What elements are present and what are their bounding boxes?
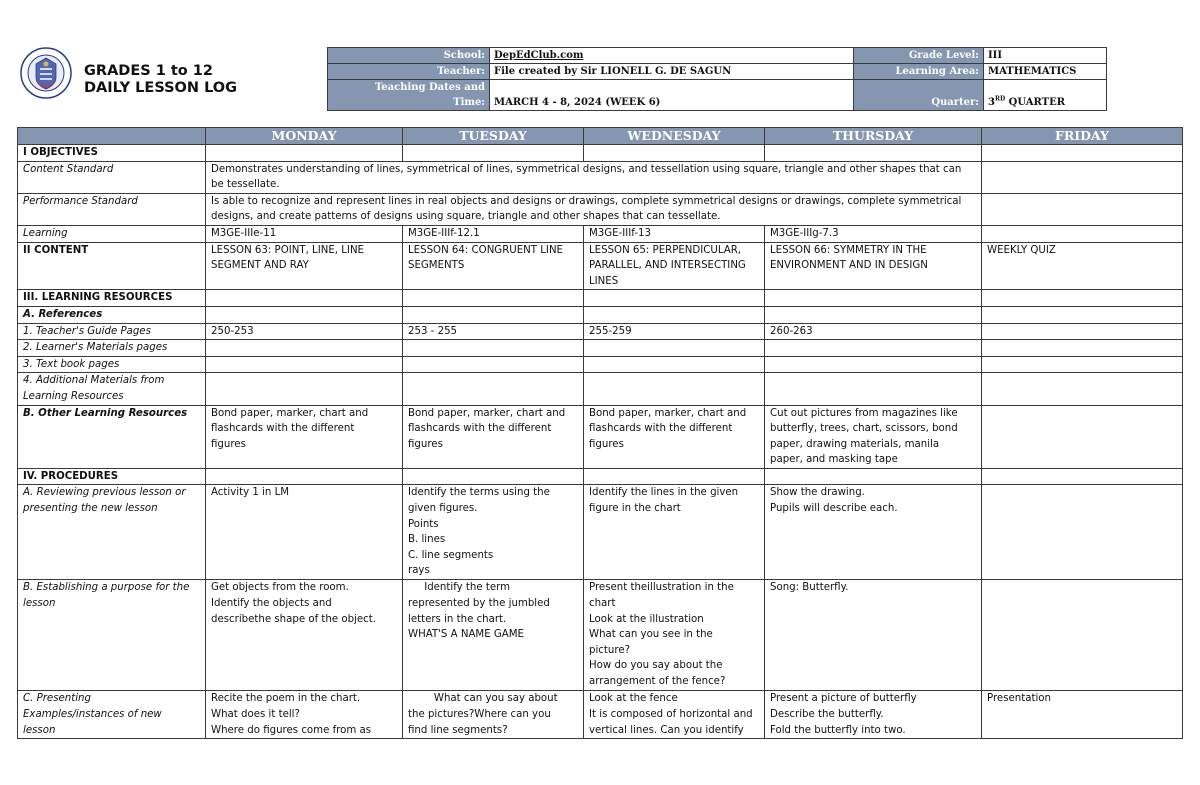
content-fri: WEEKLY QUIZ [982, 242, 1183, 290]
day-thursday: THURSDAY [765, 128, 982, 145]
learners-materials-label: 2. Learner's Materials pages [18, 340, 206, 357]
day-monday: MONDAY [206, 128, 403, 145]
content-standard-value: Demonstrates understanding of lines, symmetrical of lines, symmetrical designs, and tessellation using square, triangle and other shapes that can be tessellate. [206, 161, 982, 193]
learning-area-label: Learning Area: [854, 64, 984, 80]
content-standard-label: Content Standard [18, 161, 206, 193]
other-resources-wed: Bond paper, marker, chart and flashcards with the different figures [584, 405, 765, 468]
blank-header-cell [18, 128, 206, 145]
grade-level-label: Grade Level: [854, 48, 984, 64]
purpose-tue: Identify the term represented by the jumbled letters in the chart. WHAT'S A NAME GAME [403, 580, 584, 691]
learning-tue: M3GE-IIIf-12.1 [403, 225, 584, 242]
learning-area-value: MATHEMATICS [984, 64, 1107, 80]
references-row [18, 306, 1183, 323]
learners-materials-row [18, 340, 1183, 357]
teachers-guide-row [18, 323, 1183, 340]
school-link[interactable]: DepEdClub.com [494, 50, 584, 61]
purpose-mon: Get objects from the room. Identify the objects and describethe shape of the object. [206, 580, 403, 691]
learning-thu: M3GE-IIIg-7.3 [765, 225, 982, 242]
content-wed: LESSON 65: PERPENDICULAR, PARALLEL, AND INTERSECTING LINES [584, 242, 765, 290]
reviewing-wed: Identify the lines in the given figure in the chart [584, 485, 765, 580]
text-book-label: 3. Text book pages [18, 356, 206, 373]
lesson-log-table [17, 127, 1183, 739]
learning-competency-row [18, 225, 1183, 242]
form-title [84, 63, 237, 97]
reviewing-mon: Activity 1 in LM [206, 485, 403, 580]
teaching-dates-value: MARCH 4 - 8, 2024 (WEEK 6) [490, 80, 854, 111]
content-label: II CONTENT [18, 242, 206, 290]
quarter-label: Quarter: [854, 80, 984, 111]
purpose-thu: Song: Butterfly. [765, 580, 982, 691]
day-wednesday: WEDNESDAY [584, 128, 765, 145]
learning-mon: M3GE-IIIe-11 [206, 225, 403, 242]
school-label: School: [328, 48, 490, 64]
content-mon: LESSON 63: POINT, LINE, LINE SEGMENT AND RAY [206, 242, 403, 290]
grade-level-value: III [984, 48, 1107, 64]
content-tue: LESSON 64: CONGRUENT LINE SEGMENTS [403, 242, 584, 290]
presenting-label: C. Presenting Examples/instances of new lesson [18, 691, 206, 739]
teaching-dates-label: Teaching Dates and Time: [328, 80, 490, 111]
learning-resources-label: III. LEARNING RESOURCES [18, 290, 206, 307]
teachers-guide-thu: 260-263 [765, 323, 982, 340]
reviewing-tue: Identify the terms using the given figures. Points B. lines C. line segments rays [403, 485, 584, 580]
teachers-guide-label: 1. Teacher's Guide Pages [18, 323, 206, 340]
header-info-table [327, 47, 1107, 111]
other-resources-label: B. Other Learning Resources [18, 405, 206, 468]
school-value [490, 48, 854, 64]
additional-materials-label: 4. Additional Materials from Learning Resources [18, 373, 206, 405]
presenting-wed: Look at the fence It is composed of horizontal and vertical lines. Can you identify [584, 691, 765, 739]
teacher-label: Teacher: [328, 64, 490, 80]
procedures-row [18, 468, 1183, 485]
performance-standard-value: Is able to recognize and represent lines in real objects and designs or drawings, complete symmetrical designs or drawings, complete symmetrical designs, and create patterns of designs using square, triangle and other shapes that can tessellate. [206, 193, 982, 225]
deped-seal-logo [20, 47, 72, 99]
day-friday: FRIDAY [982, 128, 1183, 145]
teachers-guide-tue: 253 - 255 [403, 323, 584, 340]
additional-materials-row [18, 373, 1183, 405]
presenting-mon: Recite the poem in the chart. What does it tell? Where do figures come from as [206, 691, 403, 739]
teachers-guide-wed: 255-259 [584, 323, 765, 340]
reviewing-thu: Show the drawing. Pupils will describe each. [765, 485, 982, 580]
procedures-label: IV. PROCEDURES [18, 468, 206, 485]
objectives-row [18, 145, 1183, 162]
quarter-value: 3RD QUARTER [984, 80, 1107, 111]
content-thu: LESSON 66: SYMMETRY IN THE ENVIRONMENT AND IN DESIGN [765, 242, 982, 290]
day-tuesday: TUESDAY [403, 128, 584, 145]
content-row [18, 242, 1183, 290]
purpose-row [18, 580, 1183, 691]
references-label: A. References [18, 306, 206, 323]
title-line-2: DAILY LESSON LOG [84, 80, 238, 96]
learning-resources-row [18, 290, 1183, 307]
day-header-row [18, 128, 1183, 145]
other-resources-mon: Bond paper, marker, chart and flashcards with the different figures [206, 405, 403, 468]
content-standard-row [18, 161, 1183, 193]
text-book-row [18, 356, 1183, 373]
other-resources-thu: Cut out pictures from magazines like butterfly, trees, chart, scissors, bond paper, drawing materials, manila paper, and masking tape [765, 405, 982, 468]
presenting-thu: Present a picture of butterfly Describe the butterfly. Fold the butterfly into two. [765, 691, 982, 739]
presenting-fri: Presentation [982, 691, 1183, 739]
purpose-wed: Present theillustration in the chart Look at the illustration What can you see in the picture? How do you say about the arrangement of the fence? [584, 580, 765, 691]
learning-label: Learning [18, 225, 206, 242]
performance-standard-label: Performance Standard [18, 193, 206, 225]
teacher-value: File created by Sir LIONELL G. DE SAGUN [490, 64, 854, 80]
presenting-row [18, 691, 1183, 739]
other-resources-row [18, 405, 1183, 468]
reviewing-row [18, 485, 1183, 580]
objectives-label: I OBJECTIVES [18, 145, 206, 162]
reviewing-label: A. Reviewing previous lesson or presenting the new lesson [18, 485, 206, 580]
title-line-1: GRADES 1 to 12 [84, 63, 213, 79]
purpose-label: B. Establishing a purpose for the lesson [18, 580, 206, 691]
teachers-guide-mon: 250-253 [206, 323, 403, 340]
performance-standard-row [18, 193, 1183, 225]
presenting-tue: What can you say about the pictures?Where can you find line segments? [403, 691, 584, 739]
other-resources-tue: Bond paper, marker, chart and flashcards with the different figures [403, 405, 584, 468]
learning-wed: M3GE-IIIf-13 [584, 225, 765, 242]
